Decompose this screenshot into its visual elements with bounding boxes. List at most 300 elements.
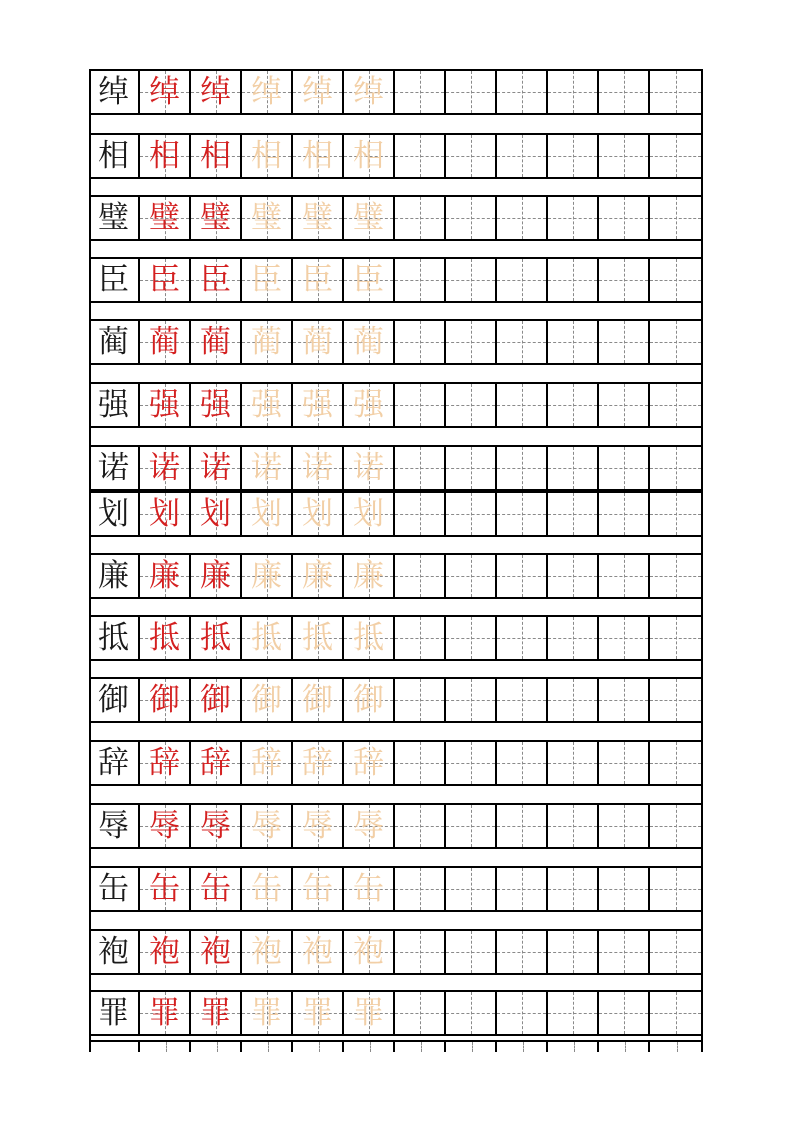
blank-cell <box>599 677 650 723</box>
blank-cell <box>599 990 650 1036</box>
faded-character: 划 <box>302 495 333 532</box>
practice-row <box>89 195 703 241</box>
traced-cell <box>191 382 242 428</box>
faded-character: 辞 <box>353 744 384 781</box>
faded-cell <box>242 445 293 491</box>
guide-line-vertical <box>624 679 625 721</box>
faded-cell <box>293 553 344 599</box>
faded-cell <box>242 491 293 537</box>
faded-character: 蔺 <box>353 323 384 360</box>
faded-character: 强 <box>353 386 384 423</box>
faded-cell <box>344 553 395 599</box>
guide-line-vertical <box>624 71 625 113</box>
faded-cell <box>344 929 395 975</box>
guide-line-vertical <box>522 679 523 721</box>
guide-line-vertical <box>676 617 677 659</box>
faded-cell <box>242 382 293 428</box>
guide-line-vertical <box>624 742 625 784</box>
guide-line-vertical <box>522 197 523 239</box>
faded-character: 辱 <box>353 807 384 844</box>
guide-line-vertical <box>471 931 472 973</box>
traced-cell <box>140 133 191 179</box>
traced-character: 蔺 <box>200 323 231 360</box>
faded-cell <box>242 615 293 661</box>
stub-border-tick <box>138 1042 140 1052</box>
faded-cell <box>242 195 293 241</box>
guide-line-vertical <box>573 992 574 1034</box>
traced-character: 御 <box>200 681 231 718</box>
blank-cell <box>395 929 446 975</box>
faded-cell <box>242 553 293 599</box>
blank-cell <box>395 382 446 428</box>
guide-line-vertical <box>676 493 677 535</box>
stub-guide-tick <box>421 1042 422 1052</box>
faded-cell <box>293 677 344 723</box>
traced-character: 绰 <box>149 73 180 110</box>
faded-character: 臣 <box>302 261 333 298</box>
practice-row <box>89 929 703 975</box>
blank-cell <box>599 803 650 849</box>
guide-line-vertical <box>573 805 574 847</box>
faded-cell <box>344 445 395 491</box>
blank-cell <box>446 866 497 912</box>
guide-line-vertical <box>624 868 625 910</box>
faded-cell <box>344 257 395 303</box>
guide-line-vertical <box>420 742 421 784</box>
guide-line-vertical <box>420 447 421 489</box>
guide-line-vertical <box>471 197 472 239</box>
guide-line-vertical <box>676 742 677 784</box>
practice-row <box>89 803 703 849</box>
guide-line-vertical <box>676 259 677 301</box>
blank-cell <box>650 69 703 115</box>
stub-guide-tick <box>319 1042 320 1052</box>
faded-character: 强 <box>302 386 333 423</box>
guide-line-vertical <box>624 931 625 973</box>
faded-character: 划 <box>251 495 282 532</box>
blank-cell <box>599 195 650 241</box>
blank-cell <box>599 553 650 599</box>
guide-line-vertical <box>624 447 625 489</box>
next-row-stub <box>89 1040 703 1052</box>
guide-line-vertical <box>573 868 574 910</box>
guide-line-vertical <box>676 71 677 113</box>
blank-cell <box>395 69 446 115</box>
traced-character: 臣 <box>149 261 180 298</box>
blank-cell <box>650 929 703 975</box>
guide-line-vertical <box>522 555 523 597</box>
blank-cell <box>446 69 497 115</box>
model-character: 袍 <box>98 933 129 970</box>
traced-character: 御 <box>149 681 180 718</box>
traced-cell <box>140 382 191 428</box>
guide-line-vertical <box>573 931 574 973</box>
blank-cell <box>650 257 703 303</box>
faded-cell <box>293 319 344 365</box>
model-character: 相 <box>98 137 129 174</box>
traced-cell <box>191 677 242 723</box>
guide-line-vertical <box>471 493 472 535</box>
guide-line-vertical <box>522 617 523 659</box>
practice-row <box>89 615 703 661</box>
stub-guide-tick <box>370 1042 371 1052</box>
model-character: 辞 <box>98 744 129 781</box>
model-cell <box>89 133 140 179</box>
blank-cell <box>497 677 548 723</box>
guide-line-vertical <box>420 321 421 363</box>
blank-cell <box>395 319 446 365</box>
faded-character: 袍 <box>251 933 282 970</box>
blank-cell <box>446 929 497 975</box>
guide-line-vertical <box>624 135 625 177</box>
faded-character: 璧 <box>302 199 333 236</box>
faded-cell <box>293 69 344 115</box>
faded-cell <box>293 740 344 786</box>
traced-character: 臣 <box>200 261 231 298</box>
blank-cell <box>395 195 446 241</box>
guide-line-vertical <box>522 742 523 784</box>
traced-character: 缶 <box>200 870 231 907</box>
blank-cell <box>446 319 497 365</box>
faded-character: 相 <box>251 137 282 174</box>
model-character: 诺 <box>98 449 129 486</box>
faded-cell <box>242 803 293 849</box>
faded-cell <box>344 990 395 1036</box>
faded-cell <box>293 257 344 303</box>
traced-character: 辱 <box>200 807 231 844</box>
faded-character: 划 <box>353 495 384 532</box>
traced-character: 绰 <box>200 73 231 110</box>
blank-cell <box>446 257 497 303</box>
blank-cell <box>497 133 548 179</box>
faded-character: 罪 <box>302 994 333 1031</box>
guide-line-vertical <box>676 931 677 973</box>
traced-character: 璧 <box>149 199 180 236</box>
guide-line-vertical <box>471 71 472 113</box>
faded-character: 罪 <box>251 994 282 1031</box>
guide-line-vertical <box>522 868 523 910</box>
stub-guide-tick <box>625 1042 626 1052</box>
practice-row <box>89 491 703 537</box>
model-cell <box>89 677 140 723</box>
guide-line-vertical <box>676 197 677 239</box>
guide-line-vertical <box>420 868 421 910</box>
traced-character: 廉 <box>200 557 231 594</box>
model-cell <box>89 257 140 303</box>
blank-cell <box>497 382 548 428</box>
blank-cell <box>650 195 703 241</box>
traced-cell <box>140 319 191 365</box>
faded-character: 相 <box>353 137 384 174</box>
stub-guide-tick <box>523 1042 524 1052</box>
model-character: 缶 <box>98 870 129 907</box>
guide-line-vertical <box>471 679 472 721</box>
faded-cell <box>293 445 344 491</box>
stub-guide-tick <box>472 1042 473 1052</box>
traced-cell <box>191 615 242 661</box>
blank-cell <box>650 803 703 849</box>
faded-cell <box>344 803 395 849</box>
faded-cell <box>344 382 395 428</box>
traced-character: 抵 <box>149 619 180 656</box>
blank-cell <box>599 740 650 786</box>
guide-line-vertical <box>420 617 421 659</box>
guide-line-vertical <box>522 493 523 535</box>
blank-cell <box>548 740 599 786</box>
faded-cell <box>242 929 293 975</box>
model-cell <box>89 615 140 661</box>
faded-character: 强 <box>251 386 282 423</box>
blank-cell <box>446 382 497 428</box>
blank-cell <box>650 445 703 491</box>
traced-character: 罪 <box>149 994 180 1031</box>
blank-cell <box>497 319 548 365</box>
traced-character: 辞 <box>200 744 231 781</box>
practice-row <box>89 319 703 365</box>
traced-character: 相 <box>149 137 180 174</box>
guide-line-vertical <box>420 679 421 721</box>
faded-cell <box>242 677 293 723</box>
guide-line-vertical <box>522 805 523 847</box>
blank-cell <box>599 257 650 303</box>
guide-line-vertical <box>676 447 677 489</box>
faded-cell <box>344 319 395 365</box>
traced-character: 璧 <box>200 199 231 236</box>
model-cell <box>89 990 140 1036</box>
traced-character: 抵 <box>200 619 231 656</box>
practice-row <box>89 69 703 115</box>
faded-character: 廉 <box>302 557 333 594</box>
guide-line-vertical <box>573 384 574 426</box>
faded-character: 廉 <box>353 557 384 594</box>
traced-character: 划 <box>200 495 231 532</box>
faded-cell <box>293 195 344 241</box>
traced-cell <box>191 866 242 912</box>
blank-cell <box>548 990 599 1036</box>
blank-cell <box>395 866 446 912</box>
guide-line-vertical <box>522 931 523 973</box>
traced-cell <box>140 866 191 912</box>
faded-character: 绰 <box>353 73 384 110</box>
faded-character: 蔺 <box>251 323 282 360</box>
traced-cell <box>140 553 191 599</box>
guide-line-vertical <box>573 71 574 113</box>
guide-line-vertical <box>676 135 677 177</box>
blank-cell <box>599 382 650 428</box>
guide-line-vertical <box>420 555 421 597</box>
faded-character: 御 <box>353 681 384 718</box>
guide-line-vertical <box>624 617 625 659</box>
traced-cell <box>140 257 191 303</box>
blank-cell <box>497 990 548 1036</box>
faded-character: 缶 <box>353 870 384 907</box>
guide-line-vertical <box>624 992 625 1034</box>
guide-line-vertical <box>420 259 421 301</box>
blank-cell <box>650 133 703 179</box>
model-cell <box>89 866 140 912</box>
guide-line-vertical <box>624 259 625 301</box>
faded-cell <box>242 319 293 365</box>
traced-cell <box>191 319 242 365</box>
guide-line-vertical <box>573 742 574 784</box>
blank-cell <box>395 990 446 1036</box>
faded-cell <box>293 615 344 661</box>
blank-cell <box>497 740 548 786</box>
guide-line-vertical <box>522 384 523 426</box>
guide-line-vertical <box>420 384 421 426</box>
blank-cell <box>446 803 497 849</box>
stub-border-tick <box>495 1042 497 1052</box>
blank-cell <box>446 990 497 1036</box>
guide-line-vertical <box>573 555 574 597</box>
blank-cell <box>650 382 703 428</box>
guide-line-vertical <box>573 447 574 489</box>
model-cell <box>89 740 140 786</box>
faded-cell <box>293 491 344 537</box>
guide-line-vertical <box>676 555 677 597</box>
model-cell <box>89 195 140 241</box>
guide-line-vertical <box>471 617 472 659</box>
faded-cell <box>242 257 293 303</box>
blank-cell <box>446 491 497 537</box>
blank-cell <box>497 553 548 599</box>
stub-border-tick <box>444 1042 446 1052</box>
guide-line-vertical <box>624 197 625 239</box>
blank-cell <box>548 491 599 537</box>
model-character: 臣 <box>98 261 129 298</box>
traced-cell <box>140 803 191 849</box>
blank-cell <box>548 257 599 303</box>
stub-border-tick <box>393 1042 395 1052</box>
guide-line-vertical <box>471 992 472 1034</box>
traced-character: 相 <box>200 137 231 174</box>
blank-cell <box>548 615 599 661</box>
blank-cell <box>497 866 548 912</box>
blank-cell <box>548 319 599 365</box>
blank-cell <box>650 990 703 1036</box>
guide-line-vertical <box>676 805 677 847</box>
guide-line-vertical <box>420 135 421 177</box>
faded-cell <box>293 990 344 1036</box>
model-character: 罪 <box>98 994 129 1031</box>
traced-cell <box>191 491 242 537</box>
guide-line-vertical <box>522 135 523 177</box>
practice-row <box>89 445 703 491</box>
faded-character: 璧 <box>353 199 384 236</box>
traced-character: 袍 <box>200 933 231 970</box>
blank-cell <box>497 491 548 537</box>
faded-character: 相 <box>302 137 333 174</box>
model-cell <box>89 491 140 537</box>
faded-character: 抵 <box>251 619 282 656</box>
blank-cell <box>599 615 650 661</box>
practice-row <box>89 990 703 1036</box>
blank-cell <box>446 677 497 723</box>
blank-cell <box>599 133 650 179</box>
guide-line-vertical <box>573 321 574 363</box>
traced-cell <box>140 677 191 723</box>
faded-character: 抵 <box>353 619 384 656</box>
model-character: 御 <box>98 681 129 718</box>
traced-cell <box>140 929 191 975</box>
blank-cell <box>446 553 497 599</box>
blank-cell <box>548 382 599 428</box>
blank-cell <box>548 445 599 491</box>
blank-cell <box>446 740 497 786</box>
faded-cell <box>344 740 395 786</box>
guide-line-vertical <box>624 555 625 597</box>
traced-cell <box>191 803 242 849</box>
blank-cell <box>548 195 599 241</box>
blank-cell <box>650 553 703 599</box>
blank-cell <box>599 491 650 537</box>
faded-character: 御 <box>251 681 282 718</box>
blank-cell <box>548 553 599 599</box>
model-character: 蔺 <box>98 323 129 360</box>
model-character: 廉 <box>98 557 129 594</box>
traced-cell <box>191 69 242 115</box>
practice-sheet <box>89 69 703 1052</box>
faded-character: 御 <box>302 681 333 718</box>
faded-cell <box>242 866 293 912</box>
blank-cell <box>395 677 446 723</box>
traced-character: 袍 <box>149 933 180 970</box>
traced-cell <box>140 69 191 115</box>
guide-line-vertical <box>471 805 472 847</box>
traced-cell <box>191 929 242 975</box>
guide-line-vertical <box>624 493 625 535</box>
blank-cell <box>599 929 650 975</box>
model-cell <box>89 929 140 975</box>
blank-cell <box>548 69 599 115</box>
blank-cell <box>548 677 599 723</box>
stub-guide-tick <box>217 1042 218 1052</box>
blank-cell <box>497 195 548 241</box>
guide-line-vertical <box>573 197 574 239</box>
guide-line-vertical <box>420 493 421 535</box>
guide-line-vertical <box>471 868 472 910</box>
traced-character: 强 <box>149 386 180 423</box>
faded-character: 罪 <box>353 994 384 1031</box>
blank-cell <box>395 133 446 179</box>
blank-cell <box>599 69 650 115</box>
blank-cell <box>599 319 650 365</box>
faded-character: 蔺 <box>302 323 333 360</box>
traced-character: 辱 <box>149 807 180 844</box>
guide-line-vertical <box>624 384 625 426</box>
blank-cell <box>548 866 599 912</box>
practice-row <box>89 553 703 599</box>
stub-guide-tick <box>166 1042 167 1052</box>
stub-border-tick <box>89 1042 91 1052</box>
blank-cell <box>497 69 548 115</box>
faded-cell <box>293 929 344 975</box>
stub-border-tick <box>342 1042 344 1052</box>
blank-cell <box>446 615 497 661</box>
practice-row <box>89 740 703 786</box>
traced-cell <box>191 740 242 786</box>
faded-character: 臣 <box>251 261 282 298</box>
faded-character: 廉 <box>251 557 282 594</box>
traced-cell <box>191 445 242 491</box>
practice-row <box>89 133 703 179</box>
faded-cell <box>242 133 293 179</box>
blank-cell <box>446 195 497 241</box>
traced-cell <box>191 195 242 241</box>
blank-cell <box>446 133 497 179</box>
traced-character: 划 <box>149 495 180 532</box>
practice-row <box>89 382 703 428</box>
